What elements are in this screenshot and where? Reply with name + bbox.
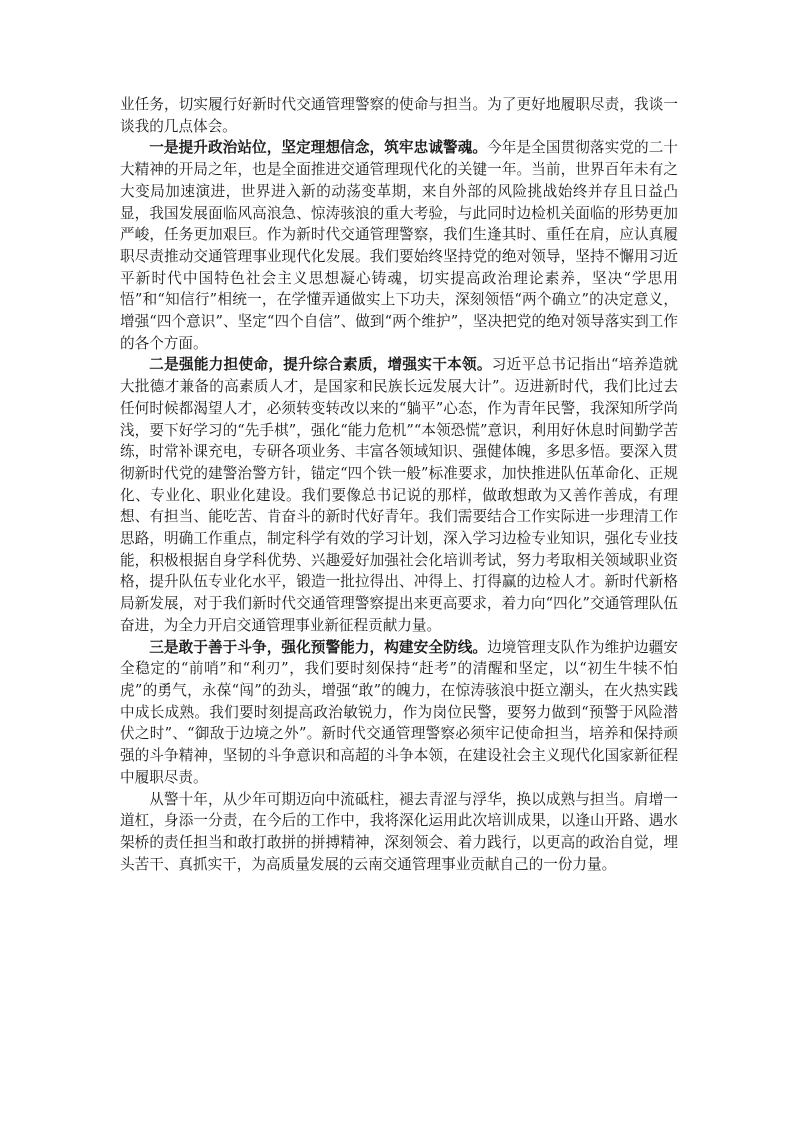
paragraph-text: 从警十年，从少年可期迈向中流砥柱，褪去青涩与浮华，换以成熟与担当。肩增一道杠，身添一分责，在今后的工作中，我将深化运用此次培训成果，以逢山开路、遇水架桥的责任担当和敢打敢拼的拼搏精神，深刻领会、着力践行，以更高的政治自觉，埋头苦干、真抓实干，为高质量发展的云南交通管理事业贡献自己的一份力量。 [120, 790, 678, 873]
document-body [120, 94, 678, 875]
paragraph-text: 业任务，切实履行好新时代交通管理警察的使命与担当。为了更好地履职尽责，我谈一谈我的几点体会。 [120, 96, 678, 135]
paragraph-lead: 三是敢于善于斗争，强化预警能力，构建安全防线。 [149, 638, 488, 656]
paragraph-lead: 二是强能力担使命，提升综合素质，增强实干本领。 [149, 356, 492, 374]
paragraph-2 [120, 137, 678, 354]
paragraph-lead: 一是提升政治站位，坚定理想信念，筑牢忠诚警魂。 [149, 139, 488, 157]
paragraph-1 [120, 94, 678, 137]
paragraph-3 [120, 354, 678, 636]
paragraph-text: 边境管理支队作为维护边疆安全稳定的“前哨”和“利刃”，我们要时刻保持“赶考”的清醒和坚定，以“初生牛犊不怕虎”的勇气，永葆“闯”的劲头，增强“敢”的魄力，在惊涛骇浪中挺立潮头，在火热实践中成长成熟。我们要时刻提高政治敏锐力，作为岗位民警，要努力做到“预警于风险潜伏之时”、“御敌于边境之外”。新时代交通管理警察必须牢记使命担当，培养和保持顽强的斗争精神，坚韧的斗争意识和高超的斗争本领，在建设社会主义现代化国家新征程中履职尽责。 [120, 638, 678, 786]
paragraph-5 [120, 789, 678, 876]
paragraph-text: 今年是全国贯彻落实党的二十大精神的开局之年，也是全面推进交通管理现代化的关键一年。当前，世界百年未有之大变局加速演进，世界进入新的动荡变革期，来自外部的风险挑战始终并存且日益凸显，我国发展面临风高浪急、惊涛骇浪的重大考验，与此同时边检机关面临的形势更加严峻，任务更加艰巨。作为新时代交通管理警察，我们生逢其时、重任在肩，应认真履职尽责推动交通管理事业现代化发展。我们要始终坚持党的绝对领导，坚持不懈用习近平新时代中国特色社会主义思想凝心铸魂，切实提高政治理论素养，坚决“学思用悟”和“知信行”相统一，在学懂弄通做实上下功夫，深刻领悟“两个确立”的决定意义，增强“四个意识”、坚定“四个自信”、做到“两个维护”，坚决把党的绝对领导落实到工作的各个方面。 [120, 139, 678, 352]
paragraph-text: 习近平总书记指出“培养造就大批德才兼备的高素质人才，是国家和民族长远发展大计”。迈进新时代，我们比过去任何时候都渴望人才，必须转变转改以来的“躺平”心态，作为青年民警，我深知所学尚浅，要下好学习的“先手棋”，强化“能力危机”“本领恐慌”意识，利用好休息时间勤学苦练，时常补课充电，专研各项业务、丰富各领域知识、强健体魄，多思多悟。要深入贯彻新时代党的建警治警方针，锚定“四个铁一般”标准要求，加快推进队伍革命化、正规化、专业化、职业化建设。我们要像总书记说的那样，做敢想敢为又善作善成，有理想、有担当、能吃苦、肯奋斗的新时代好青年。我们需要结合工作实际进一步理清工作思路，明确工作重点，制定科学有效的学习计划，深入学习边检专业知识，强化专业技能，积极根据自身学科优势、兴趣爱好加强社会化培训考试，努力考取相关领域职业资格，提升队伍专业化水平，锻造一批拉得出、冲得上、打得赢的边检人才。新时代新格局新发展，对于我们新时代交通管理警察提出来更高要求，着力向“四化”交通管理队伍奋进，为全力开启交通管理事业新征程贡献力量。 [120, 356, 678, 634]
paragraph-4 [120, 637, 678, 789]
